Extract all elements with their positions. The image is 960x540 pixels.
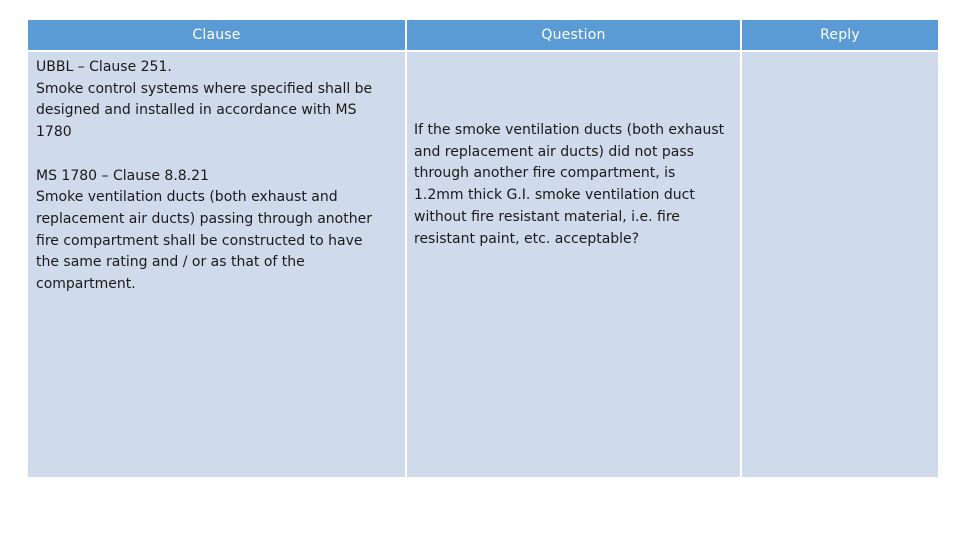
header-clause: Clause [28,20,405,50]
header-reply: Reply [742,20,938,50]
clause-question-reply-table [28,20,938,479]
clause-ubbl-line-4: 1780 [36,124,72,141]
clause-ubbl-line-1: UBBL – Clause 251. [36,59,172,75]
question-line-1: If the smoke ventilation ducts (both exhaust [414,122,725,138]
clause-ubbl-line-2: Smoke control systems where specified shall be [36,80,373,97]
clause-ms-line-4: fire compartment shall be constructed to have [36,232,363,249]
question-line-5: without fire resistant material, i.e. fire [414,208,680,225]
header-question: Question [407,20,740,50]
clause-ms-line-3: replacement air ducts) passing through another [36,210,372,227]
clause-ubbl-line-3: designed and installed in accordance with MS [36,102,357,119]
clause-ms-line-5: the same rating and / or as that of the [36,254,305,271]
question-line-6: resistant paint, etc. acceptable? [414,230,640,247]
question-cell [407,52,740,477]
question-line-3: through another fire compartment, is [414,165,676,182]
clause-ms-line-6: compartment. [36,276,136,293]
clause-cell [28,52,405,477]
clause-ms-line-2: Smoke ventilation ducts (both exhaust and [36,189,338,206]
question-line-2: and replacement air ducts) did not pass [414,143,694,160]
reply-cell[interactable] [742,52,938,477]
clause-paragraph-gap [36,144,397,166]
question-text [414,120,724,250]
question-line-4: 1.2mm thick G.I. smoke ventilation duct [414,187,695,204]
clause-ms-line-1: MS 1780 – Clause 8.8.21 [36,167,209,184]
